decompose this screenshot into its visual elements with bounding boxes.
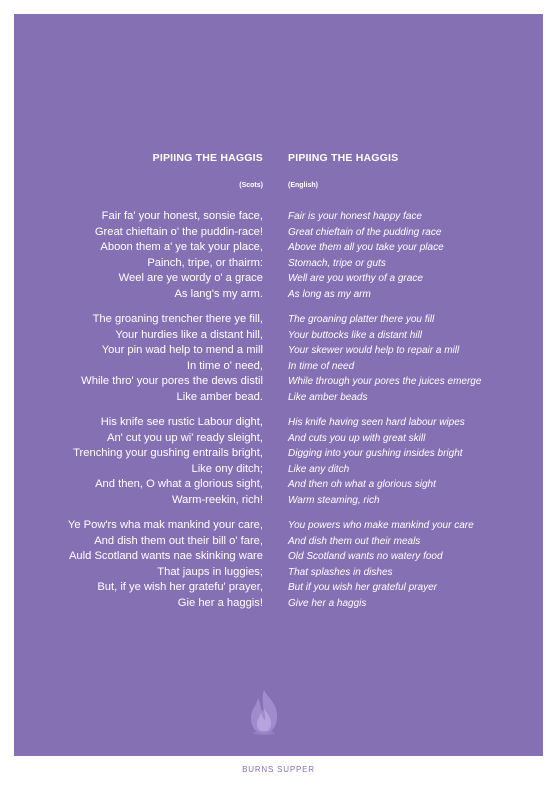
- scots-line: Great chieftain o' the puddin-race!: [94, 225, 263, 238]
- english-line: And dish them out their meals: [288, 535, 421, 547]
- scots-line: As lang's my arm.: [174, 287, 263, 300]
- scots-line: Like ony ditch;: [191, 462, 263, 475]
- english-line: Give her a haggis: [288, 597, 367, 609]
- english-line: Digging into your gushing insides bright: [288, 448, 463, 459]
- scots-line: An' cut you up wi' ready sleight,: [106, 431, 263, 444]
- scots-line: The groaning trencher there ye fill,: [92, 313, 263, 325]
- scots-line: Your pin wad help to mend a mill: [101, 344, 263, 356]
- english-line: In time of need: [288, 360, 355, 372]
- scots-line: In time o' need,: [186, 359, 263, 372]
- english-stanza-4: [288, 518, 474, 611]
- scots-line: While thro' your pores the dews distil: [81, 375, 263, 387]
- english-line: And cuts you up with great skill: [288, 432, 426, 444]
- scots-stanza-4: [68, 518, 263, 611]
- english-line: But if you wish her grateful prayer: [288, 582, 437, 593]
- scots-line: Warm-reekin, rich!: [172, 493, 263, 506]
- scots-line: Like amber bead.: [176, 390, 263, 403]
- english-line: Like amber beads: [288, 391, 368, 403]
- english-line: While through your pores the juices emerge: [288, 376, 482, 387]
- english-stanza-3: [288, 415, 465, 508]
- english-line: The groaning platter there you fill: [288, 314, 435, 325]
- english-line: You powers who make mankind your care: [288, 520, 474, 531]
- scots-stanza-1: [95, 209, 263, 302]
- english-line: Your buttocks like a distant hill: [288, 329, 422, 341]
- english-stanza-1: [288, 209, 444, 302]
- english-line: Stomach, tripe or guts: [288, 257, 386, 269]
- english-line: Warm steaming, rich: [288, 494, 380, 506]
- scots-line: That jaups in luggies;: [157, 565, 263, 578]
- english-title: PIPIING THE HAGGIS: [288, 152, 399, 164]
- scots-line: And then, O what a glorious sight,: [95, 478, 263, 490]
- scots-language-label: (Scots): [239, 182, 263, 189]
- flame-icon: [246, 688, 282, 736]
- footer-label: BURNS SUPPER: [242, 765, 315, 774]
- scots-line: Gie her a haggis!: [177, 596, 263, 609]
- poem-panel: [14, 14, 543, 756]
- english-stanza-2: [288, 312, 481, 405]
- scots-line: Painch, tripe, or thairm:: [147, 256, 263, 269]
- english-line: Above them all you take your place: [288, 242, 444, 253]
- english-line: Great chieftain of the pudding race: [288, 226, 442, 238]
- english-line: And then oh what a glorious sight: [288, 479, 436, 490]
- english-language-label: (English): [288, 182, 318, 189]
- scots-stanza-3: [73, 415, 263, 508]
- scots-line: Trenching your gushing entrails bright,: [73, 447, 263, 459]
- scots-line: And dish them out their bill o' fare,: [94, 534, 263, 547]
- english-line: Like any ditch: [288, 463, 350, 475]
- scots-line: But, if ye wish her gratefu' prayer,: [97, 581, 263, 593]
- english-line: His knife having seen hard labour wipes: [288, 417, 465, 428]
- scots-line: Aboon them a' ye tak your place,: [100, 241, 263, 253]
- scots-line: Weel are ye wordy o' a grace: [118, 272, 263, 284]
- english-line: Fair is your honest happy face: [288, 211, 422, 222]
- english-line: Old Scotland wants no watery food: [288, 551, 443, 562]
- scots-line: Auld Scotland wants nae skinking ware: [68, 550, 263, 562]
- english-line: Your skewer would help to repair a mill: [288, 345, 460, 356]
- scots-stanza-2: [81, 312, 263, 405]
- english-line: Well are you worthy of a grace: [288, 273, 423, 284]
- english-line: As long as my arm: [288, 288, 371, 300]
- scots-line: Ye Pow'rs wha mak mankind your care,: [67, 519, 263, 531]
- scots-title: PIPIING THE HAGGIS: [152, 152, 263, 164]
- scots-line: Your hurdies like a distant hill,: [115, 328, 263, 341]
- english-line: That splashes in dishes: [288, 566, 393, 578]
- scots-line: Fair fa' your honest, sonsie face,: [101, 210, 263, 222]
- scots-line: His knife see rustic Labour dight,: [100, 416, 263, 428]
